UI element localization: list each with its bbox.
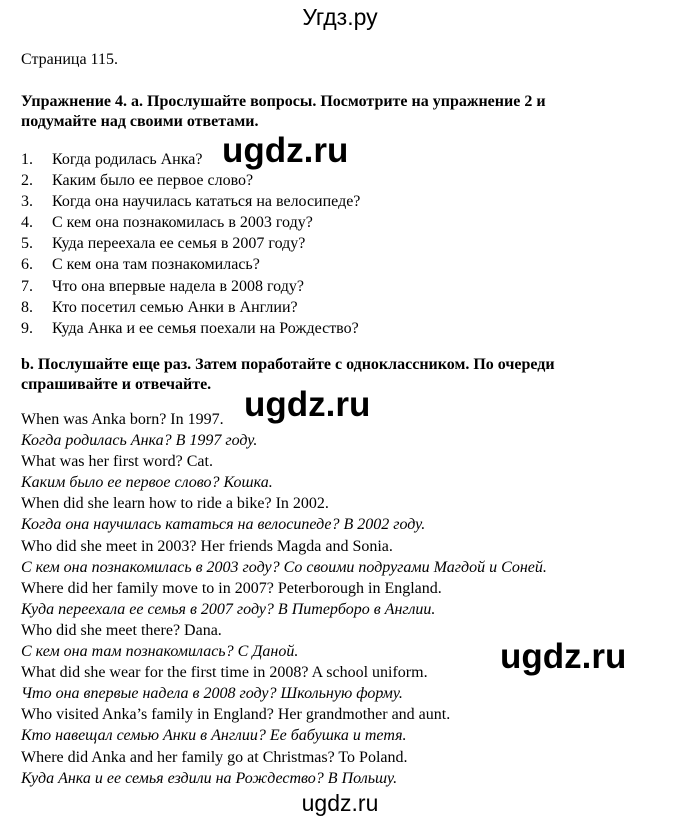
list-item [21, 254, 360, 275]
dialogue-line-english: When was Anka born? In 1997. [21, 411, 224, 428]
question-text: Куда Анка и ее семья поехали на Рождество? [52, 319, 359, 337]
question-number: 3. [21, 193, 33, 211]
dialogue-line-english: Who did she meet there? Dana. [21, 621, 222, 639]
question-text: Что она впервые надела в 2008 году? [52, 277, 304, 295]
exercise-heading-a: Упражнение 4. а. Прослушайте вопросы. Посмотрите на упражнение 2 и подумайте над своими ответами. [21, 93, 546, 130]
dialogue-line-russian: Каким было ее первое слово? Кошка. [21, 474, 273, 492]
question-number: 6. [21, 256, 33, 274]
question-text: Кто посетил семью Анки в Англии? [52, 298, 298, 316]
question-text: С кем она там познакомилась? [52, 256, 260, 274]
dialogue-line-english: Where did her family move to in 2007? Peterborough in England. [21, 579, 442, 597]
site-header[interactable]: Угдз.ру [302, 4, 378, 30]
watermark: ugdz.ru [222, 131, 349, 170]
dialogue-line-english: Where did Anka and her family go at Christmas? To Poland. [21, 748, 408, 766]
dialogue-line-russian: С кем она там познакомилась? С Даной. [21, 643, 299, 661]
list-item [21, 170, 360, 191]
dialogue-line-russian: Что она впервые надела в 2008 году? Школьную форму. [21, 685, 403, 703]
question-text: Каким было ее первое слово? [52, 172, 254, 190]
question-list [21, 149, 360, 339]
question-number: 1. [21, 151, 33, 168]
list-item [21, 191, 360, 212]
question-number: 5. [21, 235, 33, 253]
exercise-heading-b: b. Послушайте еще раз. Затем поработайте с одноклассником. По очереди спрашивайте и отвечайте. [21, 356, 555, 393]
dialogue [21, 409, 547, 789]
question-number: 2. [21, 172, 33, 190]
dialogue-line-english: When did she learn how to ride a bike? In 2002. [21, 495, 329, 513]
list-item [21, 297, 360, 318]
dialogue-line-russian: Когда она научилась кататься на велосипеде? В 2002 году. [21, 516, 426, 534]
list-item [21, 318, 360, 339]
dialogue-line-russian: Кто навещал семью Анки в Англии? Ее бабушка и тетя. [21, 727, 407, 745]
watermark: ugdz.ru [500, 637, 627, 676]
question-number: 9. [21, 319, 33, 337]
page-number: Страница 115. [21, 51, 118, 68]
question-number: 4. [21, 214, 33, 232]
dialogue-line-english: Who did she meet in 2003? Her friends Magda and Sonia. [21, 537, 393, 555]
question-text: Куда переехала ее семья в 2007 году? [52, 235, 306, 253]
dialogue-line-english: Who visited Anka’s family in England? Her grandmother and aunt. [21, 706, 451, 724]
question-text: Когда родилась Анка? [52, 151, 203, 168]
list-item [21, 233, 360, 254]
question-number: 7. [21, 277, 33, 295]
list-item [21, 276, 360, 297]
dialogue-line-russian: Куда переехала ее семья в 2007 году? В Питерборо в Англии. [21, 600, 436, 618]
question-text: Когда она научилась кататься на велосипеде? [52, 193, 361, 211]
list-item [21, 212, 360, 233]
question-text: С кем она познакомилась в 2003 году? [52, 214, 313, 232]
dialogue-line-russian: Когда родилась Анка? В 1997 году. [21, 432, 258, 450]
dialogue-line-english: What was her first word? Cat. [21, 453, 213, 471]
footer-watermark: ugdz.ru [301, 790, 379, 816]
watermark: ugdz.ru [244, 385, 371, 424]
dialogue-line-english: What did she wear for the first time in 2008? A school uniform. [21, 664, 428, 682]
question-number: 8. [21, 298, 33, 316]
dialogue-line-russian: С кем она познакомилась в 2003 году? Со своими подругами Магдой и Соней. [21, 558, 547, 576]
dialogue-line-russian: Куда Анка и ее семья ездили на Рождество? В Польшу. [21, 769, 398, 787]
